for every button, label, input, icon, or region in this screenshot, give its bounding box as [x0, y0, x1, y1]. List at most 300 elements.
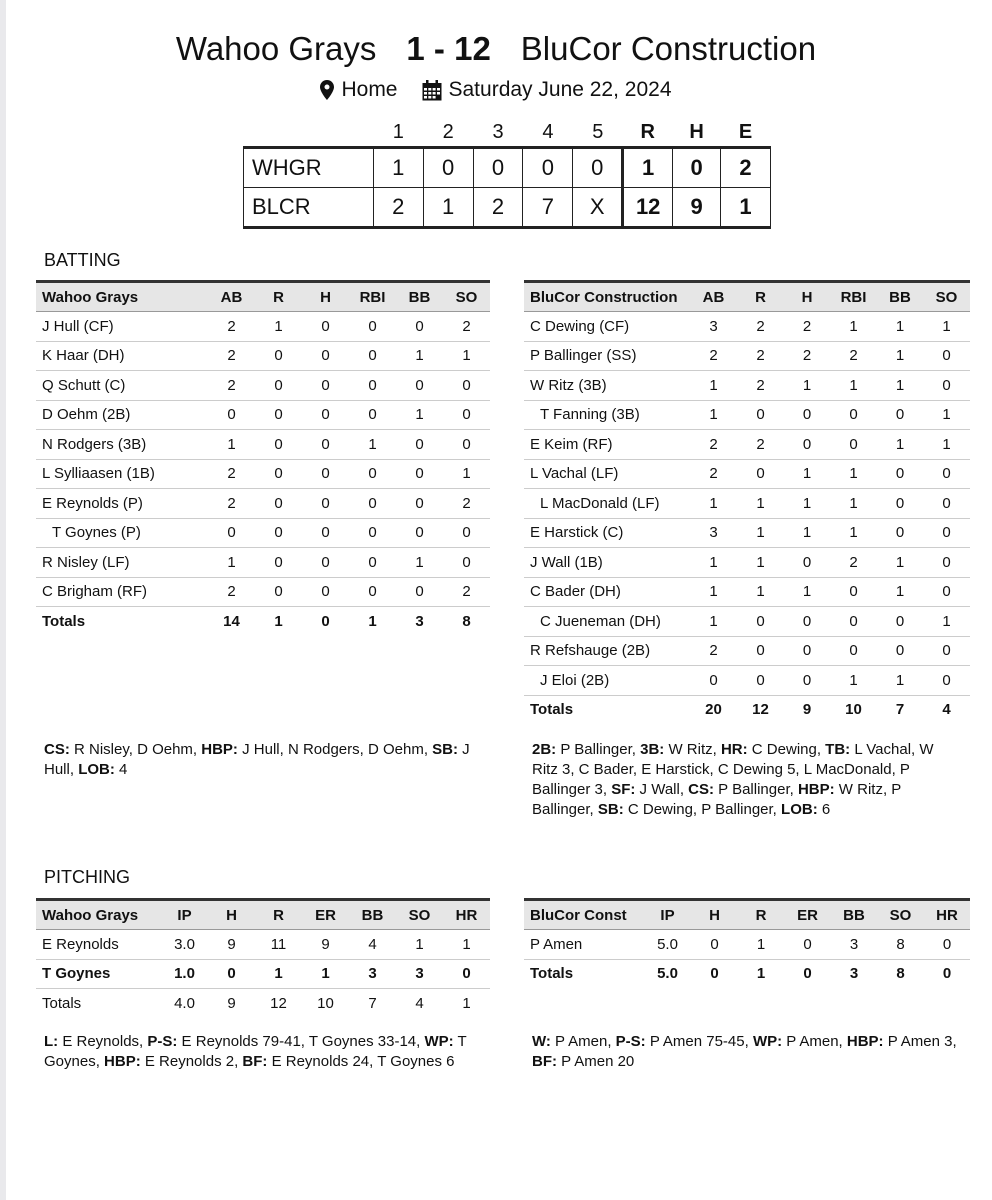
stat-value: 0 — [396, 312, 443, 342]
stat-header: R — [255, 282, 302, 312]
stat-value: 1 — [923, 430, 970, 460]
pitching-team-header: BluCor Const — [524, 900, 644, 930]
stat-value: 0 — [255, 518, 302, 548]
totals-value: 0 — [321, 612, 330, 630]
stat-header: R — [737, 282, 784, 312]
home-batting-table — [524, 280, 970, 724]
stat-value: 0 — [396, 577, 443, 607]
inning-score: 0 — [423, 148, 473, 188]
stat-header: R — [738, 900, 784, 930]
stat-value: 2 — [208, 459, 255, 489]
stat-value: 0 — [208, 518, 255, 548]
note-text: P Amen 3, — [883, 1033, 957, 1050]
totals-value: 5.0 — [657, 965, 678, 983]
stat-value: 0 — [877, 489, 923, 519]
calendar-icon — [422, 80, 442, 101]
inning-score: 7 — [523, 188, 573, 228]
totals-value: 12 — [270, 994, 287, 1012]
stat-value: 0 — [691, 930, 738, 960]
totals-value: 9 — [802, 701, 812, 719]
stat-value: 0 — [349, 577, 396, 607]
batting-team-header: Wahoo Grays — [36, 282, 208, 312]
stat-value: 1 — [690, 607, 737, 637]
stat-value: 2 — [443, 489, 490, 519]
player-name: P Amen — [524, 930, 644, 960]
totals-value: 8 — [462, 612, 471, 630]
runs-total: 1 — [623, 148, 673, 188]
stat-value: 1 — [784, 459, 830, 489]
batter-row — [524, 607, 970, 637]
stat-value: 0 — [349, 489, 396, 519]
note-label: HR: — [720, 741, 748, 758]
stat-value: 1 — [784, 518, 830, 548]
stat-value: 0 — [784, 930, 831, 960]
pitcher-row — [36, 959, 490, 989]
totals-value: 7 — [895, 701, 905, 719]
stat-value: 0 — [302, 489, 349, 519]
totals-value: 20 — [705, 701, 722, 719]
stat-value: 0 — [302, 518, 349, 548]
stat-value: 0 — [443, 430, 490, 460]
stat-value: 3 — [349, 959, 396, 989]
stat-header: IP — [644, 900, 691, 930]
stat-value: 1 — [877, 312, 923, 342]
note-text: E Reynolds 24, T Goynes 6 — [267, 1053, 455, 1070]
errors-header: E — [738, 120, 753, 143]
pitcher-row — [524, 930, 970, 960]
stat-value: 3 — [690, 312, 737, 342]
stat-header: SO — [923, 282, 970, 312]
game-title — [0, 28, 992, 70]
note-label: BF: — [532, 1053, 557, 1070]
note-text: T Goynes, — [44, 1033, 467, 1070]
final-score: 1 - 12 — [406, 30, 491, 67]
stat-value: 0 — [830, 577, 877, 607]
totals-value: 8 — [896, 965, 905, 983]
inning-score: X — [573, 188, 623, 228]
stat-value: 0 — [302, 577, 349, 607]
inning-score: 1 — [373, 148, 423, 188]
line-score-row-away — [244, 148, 771, 188]
away-pitching-notes — [44, 1032, 494, 1072]
batter-row — [524, 459, 970, 489]
player-name: W Ritz (3B) — [524, 371, 690, 401]
player-name: C Bader (DH) — [524, 577, 690, 607]
player-name: E Reynolds (P) — [36, 489, 208, 519]
pitching-team-header: Wahoo Grays — [36, 900, 161, 930]
totals-row — [36, 989, 490, 1018]
batter-row — [36, 341, 490, 371]
stat-header: SO — [396, 900, 443, 930]
stat-header: ER — [784, 900, 831, 930]
stat-value: 1 — [784, 577, 830, 607]
pitching-header-row — [36, 900, 490, 930]
stat-value: 9 — [208, 930, 255, 960]
stat-header: SO — [443, 282, 490, 312]
player-name: T Fanning (3B) — [524, 400, 690, 430]
home-pitching-notes — [532, 1032, 962, 1072]
note-text: W Ritz, — [664, 741, 721, 758]
stat-value: 0 — [830, 400, 877, 430]
note-label: P-S: — [147, 1033, 178, 1050]
totals-value: 0 — [942, 965, 952, 983]
batting-team-name: BluCor Construction — [530, 288, 678, 306]
away-batting-notes — [44, 740, 494, 780]
stat-value: 0 — [255, 341, 302, 371]
player-name: E Harstick (C) — [524, 518, 690, 548]
stat-value: 3.0 — [161, 930, 208, 960]
batter-row — [36, 548, 490, 578]
stat-value: 1.0 — [161, 959, 208, 989]
stat-value: 0 — [830, 430, 877, 460]
stat-value: 0 — [877, 607, 923, 637]
stat-value: 2 — [690, 341, 737, 371]
stat-value: 1 — [877, 371, 923, 401]
batter-row — [524, 341, 970, 371]
away-batting-table — [36, 280, 490, 636]
stat-value: 0 — [302, 430, 349, 460]
stat-value: 1 — [877, 548, 923, 578]
player-name: J Wall (1B) — [524, 548, 690, 578]
note-label: SB: — [597, 801, 624, 818]
stat-value: 1 — [877, 666, 923, 696]
stat-value: 0 — [923, 548, 970, 578]
stat-header: BB — [831, 900, 877, 930]
stat-value: 8 — [877, 930, 924, 960]
batting-section-label: BATTING — [44, 250, 121, 270]
stat-value: 1 — [396, 930, 443, 960]
stat-value: 2 — [737, 312, 784, 342]
stat-header: RBI — [830, 282, 877, 312]
stat-value: 0 — [784, 636, 830, 666]
totals-row — [36, 607, 490, 636]
player-name: L Vachal (LF) — [524, 459, 690, 489]
stat-value: 1 — [255, 312, 302, 342]
note-label: SF: — [611, 781, 636, 798]
stat-header: AB — [208, 282, 255, 312]
stat-value: 2 — [208, 312, 255, 342]
stat-header: H — [691, 900, 738, 930]
batter-row — [524, 666, 970, 696]
note-text: W Ritz, P Ballinger, — [532, 781, 902, 818]
totals-value: 12 — [752, 701, 769, 719]
stat-value: 1 — [690, 400, 737, 430]
stat-value: 0 — [255, 371, 302, 401]
stat-value: 1 — [690, 371, 737, 401]
player-name: Q Schutt (C) — [36, 371, 208, 401]
note-text: J Hull, N Rodgers, D Oehm, — [237, 741, 433, 758]
stat-value: 0 — [877, 459, 923, 489]
stat-value: 0 — [349, 312, 396, 342]
stat-value: 0 — [302, 312, 349, 342]
away-team-name: Wahoo Grays — [175, 30, 377, 67]
stat-value: 0 — [349, 518, 396, 548]
stat-header: BB — [877, 282, 923, 312]
stat-value: 1 — [830, 459, 877, 489]
stat-value: 1 — [738, 930, 784, 960]
stat-value: 2 — [737, 430, 784, 460]
batter-row — [36, 489, 490, 519]
stat-value: 2 — [208, 577, 255, 607]
stat-header: H — [784, 282, 830, 312]
note-text: C Dewing, P Ballinger, — [623, 801, 782, 818]
stat-value: 0 — [349, 341, 396, 371]
totals-value: 0 — [803, 965, 812, 983]
totals-value: 0 — [710, 965, 719, 983]
totals-label: Totals — [530, 701, 574, 719]
stat-value: 0 — [784, 666, 830, 696]
note-label: 3B: — [640, 741, 665, 758]
batting-header-row — [36, 282, 490, 312]
totals-value: 4 — [942, 701, 951, 719]
inning-score: 2 — [373, 188, 423, 228]
player-name: R Nisley (LF) — [36, 548, 208, 578]
home-team-name: BluCor Construction — [520, 30, 817, 67]
hits-header: H — [689, 120, 704, 143]
stat-value: 4 — [349, 930, 396, 960]
totals-value: 10 — [845, 701, 862, 719]
note-label: HBP: — [797, 781, 835, 798]
stat-value: 2 — [690, 636, 737, 666]
stat-header: HR — [443, 900, 490, 930]
page-edge — [0, 0, 6, 1200]
stat-value: 0 — [737, 666, 784, 696]
inning-score: 0 — [573, 148, 623, 188]
stat-value: 0 — [208, 400, 255, 430]
stat-value: 0 — [208, 959, 255, 989]
totals-label: Totals — [42, 612, 86, 630]
stat-value: 1 — [923, 400, 970, 430]
pitching-header-row — [524, 900, 970, 930]
note-text: 6 — [817, 801, 831, 818]
player-name: R Refshauge (2B) — [524, 636, 690, 666]
batter-row — [524, 518, 970, 548]
totals-value: 3 — [849, 965, 859, 983]
stat-value: 0 — [830, 636, 877, 666]
inning-header: 5 — [592, 120, 604, 143]
stat-value: 0 — [690, 666, 737, 696]
stat-value: 1 — [690, 577, 737, 607]
stat-value: 0 — [349, 548, 396, 578]
note-label: SB: — [432, 741, 459, 758]
totals-value: 10 — [317, 994, 334, 1012]
stat-value: 0 — [923, 577, 970, 607]
batter-row — [524, 400, 970, 430]
stat-value: 1 — [737, 489, 784, 519]
batter-row — [524, 430, 970, 460]
totals-value: 1 — [274, 612, 283, 630]
stat-value: 0 — [396, 518, 443, 548]
stat-value: 1 — [443, 930, 490, 960]
batter-row — [524, 636, 970, 666]
stat-value: 2 — [690, 430, 737, 460]
stat-value: 1 — [784, 489, 830, 519]
stat-value: 1 — [396, 548, 443, 578]
totals-value: 1 — [756, 965, 766, 983]
note-label: HBP: — [104, 1053, 141, 1070]
note-label: BF: — [242, 1053, 268, 1070]
note-label: CS: — [688, 781, 715, 798]
date-text: Saturday June 22, 2024 — [448, 78, 672, 101]
batter-row — [524, 577, 970, 607]
inning-header: 4 — [542, 120, 554, 143]
stat-value: 1 — [877, 430, 923, 460]
stat-header: BB — [349, 900, 396, 930]
player-name: T Goynes (P) — [36, 518, 208, 548]
stat-value: 1 — [255, 959, 302, 989]
totals-value: 7 — [368, 994, 377, 1012]
note-label: 2B: — [532, 741, 557, 758]
stat-header: ER — [302, 900, 349, 930]
note-label: WP: — [752, 1033, 783, 1050]
stat-value: 0 — [830, 607, 877, 637]
runs-header: R — [640, 120, 655, 143]
batter-row — [524, 371, 970, 401]
stat-header: BB — [396, 282, 443, 312]
stat-value: 0 — [923, 341, 970, 371]
stat-value: 0 — [255, 489, 302, 519]
player-name: K Haar (DH) — [36, 341, 208, 371]
stat-value: 2 — [208, 341, 255, 371]
stat-value: 0 — [396, 489, 443, 519]
totals-value: 14 — [223, 612, 240, 630]
line-score-table — [243, 118, 771, 229]
inning-score: 0 — [523, 148, 573, 188]
stat-value: 3 — [831, 930, 877, 960]
stat-value: 1 — [208, 430, 255, 460]
note-label: HBP: — [846, 1033, 884, 1050]
stat-value: 0 — [302, 548, 349, 578]
stat-value: 3 — [690, 518, 737, 548]
stat-value: 11 — [255, 930, 302, 960]
stat-value: 0 — [923, 459, 970, 489]
stat-value: 2 — [830, 341, 877, 371]
inning-header: 3 — [492, 120, 504, 143]
game-location — [320, 76, 397, 104]
stat-value: 2 — [690, 459, 737, 489]
stat-value: 0 — [443, 518, 490, 548]
player-name: J Eloi (2B) — [524, 666, 690, 696]
stat-value: 0 — [737, 459, 784, 489]
stat-header: H — [302, 282, 349, 312]
batter-row — [36, 518, 490, 548]
note-text: R Nisley, D Oehm, — [69, 741, 202, 758]
note-text: C Dewing, — [747, 741, 826, 758]
stat-value: 0 — [923, 489, 970, 519]
note-label: W: — [532, 1033, 551, 1050]
stat-header: R — [255, 900, 302, 930]
batter-row — [36, 371, 490, 401]
stat-value: 1 — [923, 607, 970, 637]
stat-value: 1 — [396, 341, 443, 371]
note-text: P Amen 20 — [557, 1053, 635, 1070]
player-name: C Dewing (CF) — [524, 312, 690, 342]
note-label: L: — [44, 1033, 59, 1050]
note-text: J Hull, — [44, 741, 470, 778]
stat-value: 2 — [784, 312, 830, 342]
player-name: J Hull (CF) — [36, 312, 208, 342]
stat-value: 1 — [830, 489, 877, 519]
note-text: E Reynolds 79-41, T Goynes 33-14, — [177, 1033, 425, 1050]
note-text: P Ballinger, — [556, 741, 641, 758]
stat-value: 1 — [737, 577, 784, 607]
stat-value: 9 — [302, 930, 349, 960]
stat-value: 1 — [302, 959, 349, 989]
batting-header-row — [524, 282, 970, 312]
totals-label: Totals — [530, 965, 574, 983]
batter-row — [524, 312, 970, 342]
hits-total: 9 — [673, 188, 721, 228]
stat-value: 1 — [830, 666, 877, 696]
stat-value: 1 — [349, 430, 396, 460]
note-text: 4 — [114, 761, 128, 778]
batter-row — [524, 548, 970, 578]
stat-value: 1 — [830, 518, 877, 548]
batter-row — [36, 430, 490, 460]
stat-value: 0 — [784, 430, 830, 460]
note-label: TB: — [825, 741, 851, 758]
stat-value: 0 — [255, 577, 302, 607]
stat-value: 0 — [349, 459, 396, 489]
totals-label: Totals — [42, 994, 82, 1012]
stat-value: 2 — [737, 341, 784, 371]
stat-value: 0 — [784, 607, 830, 637]
batter-row — [524, 489, 970, 519]
stat-value: 1 — [784, 371, 830, 401]
note-label: LOB: — [781, 801, 818, 818]
team-abbr: WHGR — [244, 148, 374, 188]
stat-value: 0 — [255, 400, 302, 430]
stat-value: 0 — [302, 459, 349, 489]
player-name: C Jueneman (DH) — [524, 607, 690, 637]
inning-score: 2 — [473, 188, 523, 228]
stat-header: HR — [924, 900, 970, 930]
stat-value: 0 — [443, 371, 490, 401]
inning-header: 1 — [392, 120, 404, 143]
stat-value: 0 — [443, 548, 490, 578]
totals-value: 1 — [368, 612, 377, 630]
line-score-row-home — [244, 188, 771, 228]
inning-score: 0 — [473, 148, 523, 188]
stat-value: 0 — [443, 400, 490, 430]
note-label: LOB: — [78, 761, 115, 778]
stat-value: 0 — [737, 400, 784, 430]
stat-value: 1 — [690, 548, 737, 578]
pitcher-row — [36, 930, 490, 960]
stat-value: 2 — [443, 312, 490, 342]
stat-value: 0 — [923, 518, 970, 548]
stat-header: RBI — [349, 282, 396, 312]
stat-header: IP — [161, 900, 208, 930]
stat-header: SO — [877, 900, 924, 930]
note-text: P Ballinger, — [714, 781, 798, 798]
player-name: E Keim (RF) — [524, 430, 690, 460]
note-text: P Amen, — [550, 1033, 616, 1050]
totals-row — [524, 959, 970, 988]
stat-value: 0 — [784, 400, 830, 430]
stat-value: 0 — [737, 607, 784, 637]
stat-value: 0 — [255, 430, 302, 460]
note-label: HBP: — [201, 741, 238, 758]
note-text: P Amen 75-45, — [645, 1033, 753, 1050]
totals-value: 1 — [462, 994, 471, 1012]
stat-value: 0 — [349, 400, 396, 430]
stat-value: 1 — [877, 341, 923, 371]
stat-value: 3 — [396, 959, 443, 989]
stat-value: 0 — [923, 666, 970, 696]
stat-value: 1 — [877, 577, 923, 607]
totals-row — [524, 695, 970, 724]
